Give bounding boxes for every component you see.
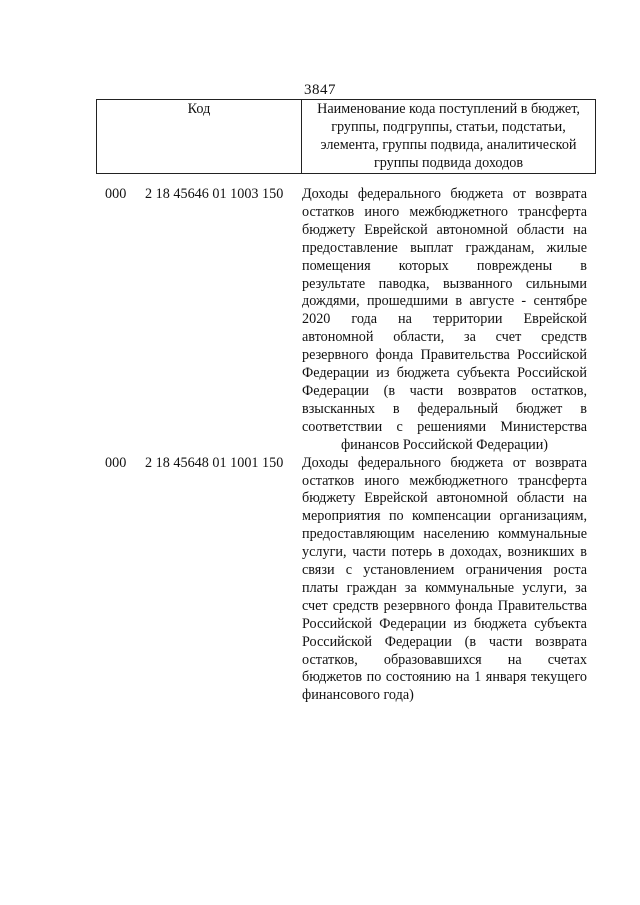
description-line: бюджетов по состоянию на 1 января текущего [302, 669, 587, 686]
name-header-line: группы, подгруппы, статьи, подстатьи, [331, 119, 566, 135]
budget-classification-code: 2 18 45646 01 1003 150 [145, 186, 284, 202]
description-line: Федерации из бюджета субъекта Российской [302, 365, 587, 382]
revenue-description [302, 186, 587, 455]
description-line: автономной области, за счет средств [302, 329, 587, 346]
description-line: Российской Федерации из бюджета субъекта [302, 615, 587, 632]
revenue-code-row [0, 186, 640, 455]
page-number: 3847 [304, 82, 336, 98]
name-header-line: элемента, группы подвида, аналитической [320, 137, 577, 153]
description-line: резервного фонда Правительства Российской [302, 347, 587, 364]
code-column-header: Код [97, 100, 302, 174]
description-line: предоставление выплат гражданам, жилые [302, 239, 587, 256]
description-line: платы граждан за коммунальные услуги, за [302, 579, 587, 596]
name-header-line: Наименование кода поступлений в бюджет, [317, 101, 580, 117]
description-line: финансов Российской Федерации) [340, 436, 549, 453]
name-header-line: группы подвида доходов [373, 155, 524, 171]
description-line: связи с установлением ограничения роста [302, 562, 587, 579]
description-line: 2020 года на территории Еврейской [302, 311, 587, 328]
description-line: Российской Федерации (в части возврата [302, 633, 587, 650]
description-line: мероприятия по компенсации организациям, [302, 508, 587, 525]
admin-code: 000 [105, 454, 127, 471]
budget-classification-code: 2 18 45648 01 1001 150 [145, 454, 284, 471]
description-line: остатков иного межбюджетного трансферта [302, 472, 587, 489]
description-line: остатков иного межбюджетного трансферта [302, 203, 587, 220]
description-line: результате паводка, вызванного сильными [302, 275, 587, 292]
description-line: помещения которых повреждены в [302, 257, 587, 274]
description-line: счет средств резервного фонда Правительства [302, 597, 587, 614]
description-line: предоставляющим населению коммунальные [302, 526, 587, 543]
description-line: взысканных в федеральный бюджет в [302, 400, 587, 417]
description-line: услуги, части потерь в доходах, возникших в [302, 544, 587, 561]
description-line: Федерации (в части возвратов остатков, [302, 382, 587, 399]
name-column-header [302, 100, 596, 174]
description-line: Доходы федерального бюджета от возврата [302, 454, 587, 471]
revenue-code-list [0, 186, 640, 705]
description-line: бюджету Еврейской автономной области на [302, 490, 587, 507]
column-header-table [96, 99, 596, 174]
description-line: финансового года) [302, 687, 414, 704]
revenue-description [302, 455, 587, 706]
revenue-code-row [0, 455, 640, 706]
description-line: остатков, образовавшихся на счетах [302, 651, 587, 668]
admin-code: 000 [105, 186, 127, 202]
description-line: Доходы федерального бюджета от возврата [302, 186, 587, 202]
description-line: дождями, прошедшими в августе - сентябре [302, 293, 587, 310]
description-line: соответствии с решениями Министерства [302, 418, 587, 435]
description-line: бюджету Еврейской автономной области на [302, 221, 587, 238]
